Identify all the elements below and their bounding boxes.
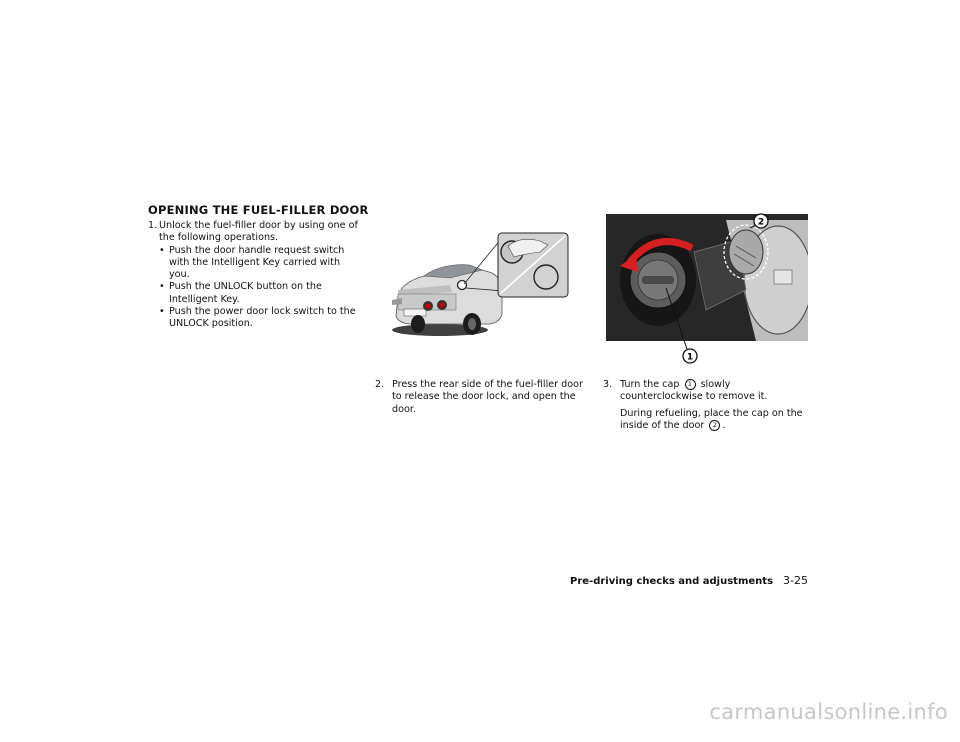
step-1 bbox=[148, 220, 360, 245]
step-1-bullets bbox=[148, 245, 360, 331]
step-1-number: 1. bbox=[148, 220, 158, 231]
step-2 bbox=[375, 379, 585, 416]
step-3-sub-a: During refueling, place the cap on the inside of the door bbox=[620, 407, 803, 431]
callout-2-ref: 2 bbox=[709, 420, 720, 431]
callout-2-label: 2 bbox=[757, 217, 765, 228]
step-2-text: Press the rear side of the fuel-filler door to release the door lock, and open the door. bbox=[392, 379, 583, 415]
callout-1-label: 1 bbox=[686, 352, 694, 363]
callout-1-ref: 1 bbox=[685, 379, 696, 390]
step-1-text: Unlock the fuel-filler door by using one of the following operations. bbox=[159, 220, 358, 244]
step-3-block bbox=[603, 379, 808, 432]
page-number: 3-25 bbox=[783, 574, 808, 587]
step-2-number: 2. bbox=[375, 379, 385, 390]
footer-section-title: Pre-driving checks and adjustments bbox=[570, 576, 774, 587]
step-1-block bbox=[148, 220, 360, 331]
page-footer bbox=[570, 574, 808, 587]
car-fuel-door-illustration bbox=[390, 230, 572, 342]
step-3-subtext bbox=[603, 408, 808, 433]
bullet-item: • Push the power door lock switch to the UNLOCK position. bbox=[159, 306, 360, 331]
bullet-item: • Push the UNLOCK button on the Intelligent Key. bbox=[159, 281, 360, 306]
watermark: carmanualsonline.info bbox=[709, 700, 948, 724]
step-3-number: 3. bbox=[603, 379, 613, 390]
step-2-block bbox=[375, 379, 585, 416]
step-3 bbox=[603, 379, 808, 404]
fuel-cap-illustration bbox=[606, 210, 808, 365]
bullet-item: • Push the door handle request switch with the Intelligent Key carried with you. bbox=[159, 245, 360, 282]
step-3-text-b: slowly counterclockwise to remove it. bbox=[620, 379, 768, 403]
step-3-sub-b: . bbox=[722, 419, 726, 431]
step-3-text-a: Turn the cap bbox=[620, 379, 680, 390]
section-heading: OPENING THE FUEL-FILLER DOOR bbox=[148, 203, 369, 217]
